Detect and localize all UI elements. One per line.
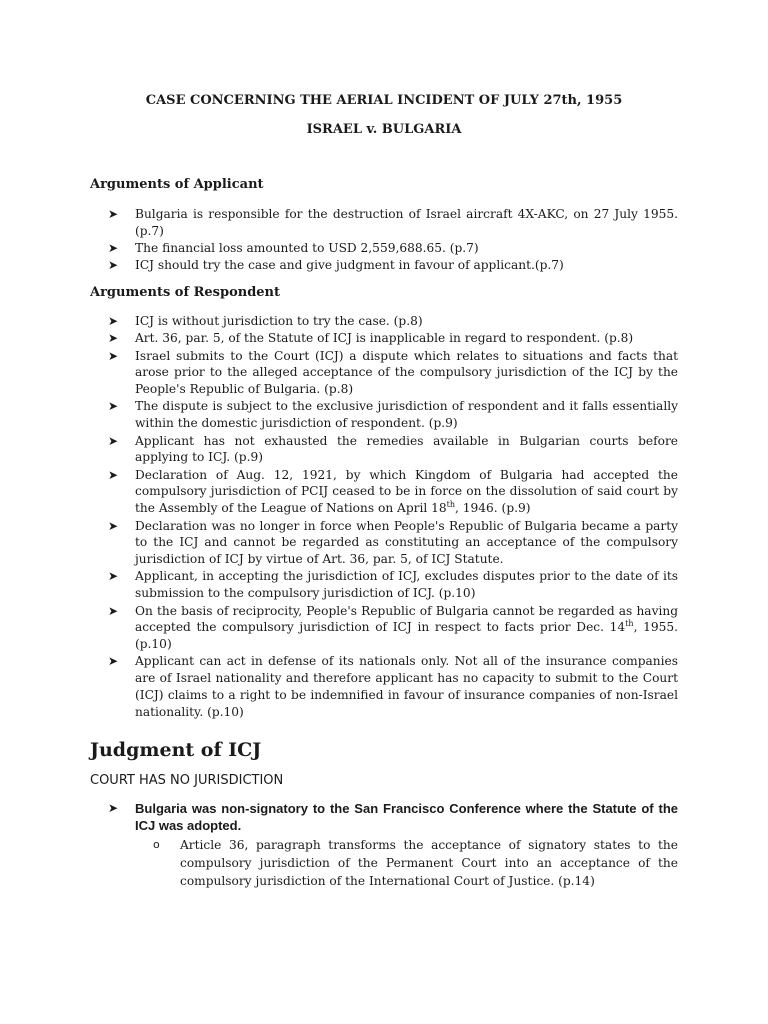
arrowhead-bullet-icon: ➤ <box>108 314 119 328</box>
arrowhead-bullet-icon: ➤ <box>108 348 119 363</box>
applicant-arguments-list <box>108 206 678 275</box>
arrowhead-bullet-icon: ➤ <box>108 801 119 815</box>
respondent-argument-item-text <box>135 468 678 516</box>
respondent-argument-item <box>108 653 678 720</box>
arrowhead-bullet-icon: ➤ <box>108 654 119 669</box>
judgment-main-point <box>108 800 678 834</box>
respondent-argument-item-text: Applicant, in accepting the jurisdiction of ICJ, excludes disputes prior to the date of its submission to the compulsory jurisdiction of ICJ. (p.10) <box>135 569 678 601</box>
arrowhead-bullet-icon: ➤ <box>108 603 119 618</box>
respondent-argument-item-text: Art. 36, par. 5, of the Statute of ICJ is inapplicable in regard to respondent. (p.8) <box>135 331 634 346</box>
respondent-argument-item-text: ICJ is without jurisdiction to try the case. (p.8) <box>135 314 423 328</box>
respondent-heading: Arguments of Respondent <box>90 285 281 300</box>
judgment-sub-point <box>153 836 678 890</box>
judgment-main-point-text: Bulgaria was non-signatory to the San Francisco Conference where the Statute of the ICJ was adopted. <box>135 801 678 833</box>
arrowhead-bullet-icon: ➤ <box>108 207 119 221</box>
respondent-argument-item-text-part: Declaration of Aug. 12, 1921, by which Kingdom of Bulgaria had accepted the compulsory jurisdiction of PCIJ ceased to be in force on the dissolution of said court by the Assembly of the League of Nations on April 18 <box>135 467 678 516</box>
applicant-heading: Arguments of Applicant <box>90 177 264 192</box>
respondent-argument-item-text <box>135 604 678 652</box>
respondent-argument-item-text: Applicant can act in defense of its nationals only. Not all of the insurance companies are of Israel nationality and therefore applicant has no capacity to submit to the Court (ICJ) claims to a right to be indemnified in favour of insurance companies of non-Israel nationality. (p.10) <box>135 654 678 719</box>
respondent-argument-item-text-part: , 1955. (p.10) <box>135 620 679 652</box>
respondent-argument-item-text: Israel submits to the Court (ICJ) a dispute which relates to situations and facts that arose prior to the alleged acceptance of the compulsory jurisdiction of the ICJ by the People's Republic of Bulgaria. (p.8) <box>135 348 678 397</box>
judgment-sub-point-text: Article 36, paragraph transforms the acceptance of signatory states to the compulsory jurisdiction of the Permanent Court into an acceptance of the compulsory jurisdiction of the International Court of Justice. (p.14) <box>180 838 678 888</box>
respondent-argument-item <box>108 568 678 602</box>
applicant-argument-item-text: Bulgaria is responsible for the destruction of Israel aircraft 4X-AKC, on 27 July 1955. (p.7) <box>135 207 678 238</box>
applicant-argument-item-text: The financial loss amounted to USD 2,559,688.65. (p.7) <box>135 241 479 256</box>
applicant-argument-item-text: ICJ should try the case and give judgment in favour of applicant.(p.7) <box>135 258 564 273</box>
applicant-argument-item <box>108 240 678 257</box>
arrowhead-bullet-icon: ➤ <box>108 569 119 584</box>
arrowhead-bullet-icon: ➤ <box>108 518 119 533</box>
respondent-argument-item <box>108 518 678 568</box>
case-title: CASE CONCERNING THE AERIAL INCIDENT OF JULY 27th, 1955 <box>145 93 623 108</box>
circle-bullet-icon: o <box>153 838 160 851</box>
respondent-argument-item-text: The dispute is subject to the exclusive jurisdiction of respondent and it falls essentially within the domestic jurisdiction of respondent. (p.9) <box>135 399 678 431</box>
respondent-argument-item-text: Applicant has not exhausted the remedies available in Bulgarian courts before applying to ICJ. (p.9) <box>135 433 678 465</box>
respondent-argument-item-text: Declaration was no longer in force when People's Republic of Bulgaria became a party to the ICJ and cannot be regarded as constituting an acceptance of the compulsory jurisdiction of ICJ by virtue of Art. 36, par. 5, of ICJ Statute. <box>135 518 678 567</box>
respondent-argument-item-text-part: , 1946. (p.9) <box>455 501 531 516</box>
arrowhead-bullet-icon: ➤ <box>108 331 119 346</box>
respondent-argument-item <box>108 398 678 432</box>
applicant-argument-item <box>108 257 678 274</box>
judgment-heading: Judgment of ICJ <box>90 739 262 761</box>
respondent-argument-item <box>108 603 678 653</box>
applicant-argument-item <box>108 206 678 240</box>
ordinal-suffix: th <box>446 500 456 510</box>
respondent-argument-item <box>108 433 678 467</box>
arrowhead-bullet-icon: ➤ <box>108 258 119 273</box>
arrowhead-bullet-icon: ➤ <box>108 467 119 482</box>
arrowhead-bullet-icon: ➤ <box>108 433 119 448</box>
judgment-points <box>108 800 678 890</box>
ordinal-suffix: th <box>625 619 634 629</box>
respondent-argument-item <box>108 330 678 347</box>
judgment-subheading: COURT HAS NO JURISDICTION <box>90 773 284 788</box>
respondent-argument-item <box>108 313 678 330</box>
arrowhead-bullet-icon: ➤ <box>108 399 119 414</box>
arrowhead-bullet-icon: ➤ <box>108 241 119 256</box>
respondent-arguments-list <box>108 313 678 721</box>
respondent-argument-item <box>108 348 678 398</box>
respondent-argument-item-text-part: On the basis of reciprocity, People's Republic of Bulgaria cannot be regarded as having accepted the compulsory jurisdiction of ICJ in respect to facts prior Dec. 14 <box>135 603 678 635</box>
case-parties: ISRAEL v. BULGARIA <box>306 122 462 137</box>
respondent-argument-item <box>108 467 678 517</box>
